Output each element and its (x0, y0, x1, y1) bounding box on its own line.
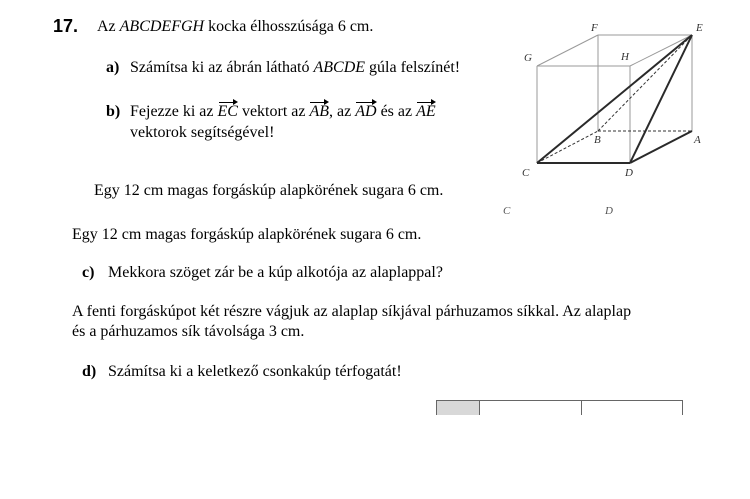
intro-prefix: Az (97, 18, 120, 35)
part-b-line2: vektorok segítségével! (130, 124, 275, 141)
part-b-t2: vektort az (237, 103, 310, 120)
part-b-t3: , az (329, 103, 356, 120)
part-a-pyramid-name: ABCDE (313, 59, 366, 76)
part-b-label: b) (106, 103, 121, 120)
ghost-label-c: C (503, 205, 511, 217)
vector-ae: AE (416, 103, 436, 120)
score-table-top (436, 400, 683, 415)
ghost-label-d: D (605, 205, 613, 217)
paragraph-line2: és a párhuzamos sík távolsága 3 cm. (72, 323, 305, 340)
vector-ad: AD (355, 103, 377, 120)
vector-ab: AB (309, 103, 330, 120)
cone-sentence-overlay: Egy 12 cm magas forgáskúp alapkörének sugara 6 cm. (94, 182, 444, 199)
label-d: D (625, 167, 633, 178)
score-table-cell (582, 401, 682, 415)
part-b-line1 (130, 103, 436, 121)
intro-suffix: kocka élhosszúsága 6 cm. (204, 18, 374, 35)
cone-sentence: Egy 12 cm magas forgáskúp alapkörének sugara 6 cm. (72, 226, 422, 243)
part-a-suffix: gúla felszínét! (365, 59, 461, 76)
edge-cb (537, 131, 598, 163)
label-g: G (524, 52, 532, 64)
intro-cube-name: ABCDEFGH (119, 18, 205, 35)
part-a-prefix: Számítsa ki az ábrán látható (130, 59, 314, 76)
label-f: F (591, 22, 598, 34)
label-a: A (694, 134, 701, 146)
label-c: C (522, 167, 530, 178)
part-a-text (130, 59, 460, 77)
problem-number: 17. (53, 16, 79, 36)
vector-ec: EC (217, 103, 238, 120)
edge-be (598, 35, 692, 131)
part-d-label: d) (82, 363, 97, 380)
edge-de (630, 35, 692, 163)
part-c-text: Mekkora szöget zár be a kúp alkotója az alaplappal? (108, 264, 443, 281)
label-h: H (621, 51, 629, 63)
edge-gf (537, 35, 598, 66)
part-b-t1: Fejezze ki az (130, 103, 218, 120)
part-b-t4: és az (376, 103, 417, 120)
label-e: E (696, 22, 703, 34)
label-b: B (594, 134, 601, 146)
paragraph-line1: A fenti forgáskúpot két részre vágjuk az alaplap síkjával párhuzamos síkkal. Az alaplap (72, 303, 632, 320)
problem-intro (97, 18, 373, 36)
edge-da (630, 131, 692, 163)
score-table-cell (479, 401, 582, 415)
cube-diagram (515, 18, 710, 178)
part-d-text: Számítsa ki a keletkező csonkakúp térfogatát! (108, 363, 402, 380)
part-c-label: c) (82, 264, 95, 281)
part-a-label: a) (106, 59, 120, 76)
